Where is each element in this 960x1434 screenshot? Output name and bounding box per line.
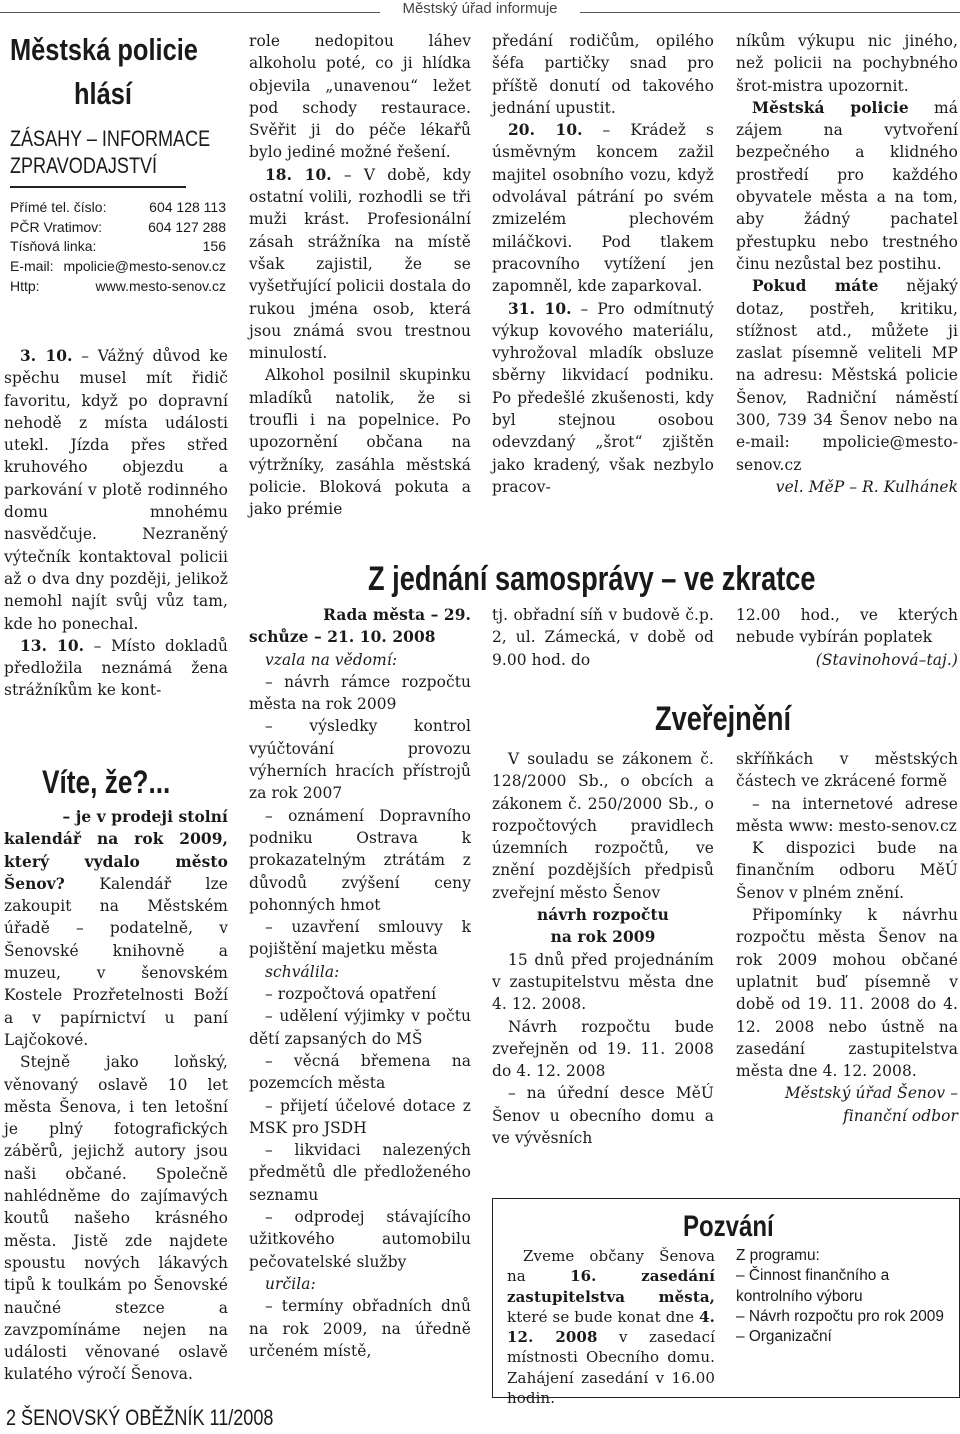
police-subtitle-rule: [10, 186, 186, 188]
zjednani-col3: tj. obřadní síň v budově č.p. 2, ul. Zámecká, v době od 9.00 hod. do: [492, 606, 714, 669]
police-article-col3: předání rodičům, opilého šéfa partičky snad pro příště donutí od takového jednání upustit. 20. 10. – Krádež s úsměvným koncem zažil majitel osobního vozu, když odvolával pátrání po svém zmizelém plechovém miláčkovi. Pod tlakem pracovního vytížení jen zapomněl, kde zaparkoval. 31. 10. – Pro odmítnutý výkup kovového materiálu, vyhrožoval mladík obsluze sběrny likvidací podniku. Po předešlé zkušenosti, kdy byl stejnou osobou odevzdaný „šrot“ zjištěn jako kradený, však nezbylo pracov-: [492, 32, 714, 496]
contact-label: Tísňová linka:: [10, 238, 97, 255]
zjednani-col2: Rada města – 29. schůze – 21. 10. 2008 vzala na vědomí: – návrh rámce rozpočtu města na rok 2009 – výsledky kontrol vyúčtování provozu výherních hracích přístrojů za rok 2007 – oznámení Dopravního podniku Ostrava k prokazatelným ztrátám z důvodů zvýšení ceny pohonných hmot – uzavření smlouvy k pojištění majetku města schválila: – rozpočtová opatření – udělení výjimky v počtu dětí zapsaných do MŠ – věcná břemena na pozemcích města – přijetí účelové dotace z MSK pro JSDH – likvidaci nalezených předmětů dle předloženého seznamu – odprodej stávajícího užitkového automobilu pečovatelské služby určila: – termíny obřadních dnů na rok 2009, na úředně určeném místě,: [249, 606, 471, 1360]
police-title-line2: hlásí: [74, 76, 132, 111]
program-item-3: – Organizační: [736, 1328, 832, 1346]
contact-web-link[interactable]: www.mesto-senov.cz: [95, 277, 226, 294]
contact-phone: [10, 198, 226, 218]
zverejneni-col4: skříňkách v městských částech ve zkrácené formě – na internetové adrese města www: mesto-senov.cz K dispozici bude na finančním odboru MěÚ Šenov v plném znění. Připomínky k návrhu rozpočtu města Šenov na rok 2009 mohou občané uplatnit buď písemně v době od 19. 11. 2008 do 4. 12. 2008 nebo ústně na zasedání zastupitelstva města dne 4. 12. 2008. Městský úřad Šenov – finanční odbor: [736, 750, 958, 1125]
pozvani-text: Zveme občany Šenova na 16. zasedání zastupitelstva města, které se bude konat dne 4. 12. 2008 v zasedací místnosti Obecního domu. Zahájení zasedání v 16.00 hodin.: [507, 1247, 716, 1408]
zverejneni-col3: V souladu se zákonem č. 128/2000 Sb., o obcích a zákonem č. 250/2000 Sb., o rozpočtových pravidlech územních rozpočtů, ve znění pozdějších předpisů zveřejní město Šenov návrh rozpočtu na rok 2009 15 dnů před projednáním v zastupitelstvu města dne 4. 12. 2008. Návrh rozpočtu bude zveřejněn od 19. 11. 2008 do 4. 12. 2008 – na úřední desce MěÚ Šenov u obecního domu a ve vývěsních: [492, 750, 714, 1148]
program-item-2: – Návrh rozpočtu pro rok 2009: [736, 1307, 944, 1325]
vite-ze-text: – je v prodeji stolní kalendář na rok 2009, který vydalo město Šenov? Kalendář lze zakoupit na Městském úřadě – podatelně, v Šenovské knihovně a muzeu, v šenovském Kostele Prozřetelnosti Boží a v papírnictví u paní Lajčokové. Stejně jako loňský, věnovaný oslavě 10 let města Šenova, i ten letošní je plný fotografických záběrů, jejichž autory jsou naši občané. Společně nahlédněme do zajímavých koutů našeho krásného města. Jistě zde najdete spoustu nových lákavých tipů k toulkám po Šenovské naučné stezce a zavzpomínáme nejen na události věnované oslavě kulatého výročí Šenova.: [4, 808, 228, 1384]
contact-label: E-mail:: [10, 258, 54, 275]
contact-emergency: [10, 237, 226, 257]
zjednani-title: Z jednání samosprávy – ve zkratce: [368, 560, 816, 598]
program-label: Z programu:: [736, 1247, 820, 1264]
contact-label: Přímé tel. číslo:: [10, 199, 107, 215]
pozvani-title: Pozvání: [683, 1210, 774, 1243]
contact-label: Http:: [10, 277, 40, 294]
police-article-col1: 3. 10. – Vážný důvod ke spěchu musel mít řidič favoritu, když po dopravní nehodě z místa události utekl. Jízda přes střed kruhového objezdu a parkování v plotě rodinného domu mnohému nasvědčuje. Nezraněný výtečník kontaktoval policii až o dva dny později, jelikož nemohl najít svůj vůz tam, kde ho ponechal. 13. 10. – Místo dokladů předložila neznámá žena strážníkům ke kont-: [4, 347, 228, 700]
contact-label: PČR Vratimov:: [10, 218, 103, 235]
contact-web: [10, 277, 226, 297]
vite-ze-title: Víte, že?...: [42, 764, 171, 800]
contact-email: [10, 257, 226, 277]
contact-value: 604 127 288: [148, 218, 226, 235]
pozvani-program: [736, 1246, 948, 1347]
page-footer: 2 ŠENOVSKÝ OBĚŽNÍK 11/2008: [6, 1405, 274, 1430]
police-title-line1: Městská policie: [10, 32, 198, 67]
police-article-col2: role nedopitou láhev alkoholu poté, co ji hlídka objevila „unavenou“ ležet pod schody restaurace. Svěřit ji do péče lékařů bylo jediné možné řešení. 18. 10. – V době, kdy ostatní volili, rozhodli se tři muži krást. Profesionální zásah strážníka na místě však zajistil, že se vyšetřující policii dostala do rukou jména osob, která jsou známá svou trestnou minulostí. Alkohol posilnil skupinku mladíků natolik, že si troufli i na popelnice. Po upozornění občana na výtržníky, zasáhla městská policie. Bloková pokuta a jako prémie: [249, 32, 471, 519]
police-subtitle-line2: ZPRAVODAJSTVÍ: [10, 153, 158, 178]
police-subtitle-line1: ZÁSAHY – INFORMACE: [10, 126, 211, 151]
contact-email-link[interactable]: mpolicie@mesto-senov.cz: [63, 258, 226, 275]
contact-value: 604 128 113: [149, 199, 226, 215]
police-article-col4: níkům výkupu nic jiného, než policii na pochybného šrot-mistra upozornit. Městská policie má zájem na vytvoření bezpečného a klidného prostředí pro každého obyvatele města a na tom, aby žádný pachatel přestupku nebo trestného činu nezůstal bez postihu. Pokud máte nějaký dotaz, postřeh, kritiku, stížnost atd., můžete ji zaslat písemně veliteli MP na adresu: Městská policie Šenov, Radniční náměstí 300, 739 34 Šenov nebo na e-mail: mpolicie@mesto-senov.cz vel. MěP – R. Kulhánek: [736, 32, 958, 496]
police-contacts: [10, 198, 226, 297]
zverejneni-title: Zveřejnění: [655, 700, 792, 738]
program-item-1: – Činnost finančního a kontrolního výboru: [736, 1267, 890, 1305]
contact-pcr: [10, 218, 226, 238]
contact-value: 156: [202, 238, 226, 255]
zjednani-col4: 12.00 hod., ve kterých nebude vybírán poplatek (Stavinohová–taj.): [736, 606, 958, 669]
running-head: Městský úřad informuje: [380, 0, 580, 22]
